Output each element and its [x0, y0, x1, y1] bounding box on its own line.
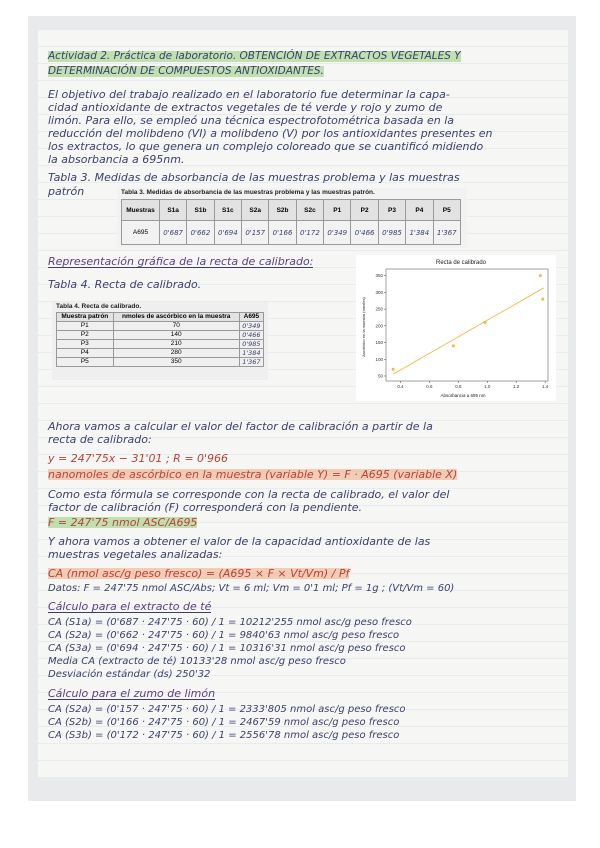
- chart-point: [541, 298, 544, 301]
- table-row: [57, 358, 264, 367]
- title-line-1: Actividad 2. Práctica de laboratorio. OBTENCIÓN DE EXTRACTOS VEGETALES Y: [48, 50, 461, 62]
- table-cell: P3: [57, 340, 114, 349]
- table-cell: 0'349: [324, 221, 351, 245]
- intro-line: la absorbancia a 695nm.: [48, 153, 185, 166]
- table3: [121, 199, 461, 245]
- table-cell: 140: [113, 331, 239, 340]
- table-header-cell: A695: [239, 313, 263, 322]
- chart-y-tick-label: 200: [375, 323, 383, 329]
- calc-limon-line: CA (S2b) = (0'166 · 247'75 · 60) / 1 = 2467'59 nmol asc/g peso fresco: [48, 717, 400, 728]
- table-header-cell: S1c: [214, 200, 241, 221]
- intro-line: limón. Para ello, se empleó una técnica espectrofotométrica basada en la: [48, 114, 455, 127]
- table-header-cell: Muestras: [122, 200, 160, 221]
- variable-line: nanomoles de ascórbico en la muestra (variable Y) = F · A695 (variable X): [48, 468, 458, 481]
- chart-svg: [356, 255, 556, 401]
- table-cell: 0'687: [159, 221, 186, 245]
- chart-y-tick-label: 350: [375, 273, 383, 279]
- calc-te-title: Cálculo para el extracto de té: [48, 600, 212, 613]
- table-header-row: [57, 313, 264, 322]
- table-cell: 280: [113, 349, 239, 358]
- factor-text-line: factor de calibración (F) corresponderá con la pendiente.: [48, 501, 362, 514]
- calc-te-line: Desviación estándar (ds) 250'32: [48, 669, 211, 680]
- chart-point: [539, 274, 542, 277]
- table-header-row: [122, 200, 461, 221]
- table-row: [57, 340, 264, 349]
- table3-caption: Tabla 3. Medidas de absorbancia de las muestras problema y las muestras patrón.: [121, 189, 375, 196]
- table-header-cell: P4: [406, 200, 433, 221]
- table-row: [57, 349, 264, 358]
- calc-te-line: Media CA (extracto de té) 10133'28 nmol asc/g peso fresco: [48, 656, 346, 667]
- calc-limon-line: CA (S3b) = (0'172 · 247'75 · 60) / 1 = 2556'78 nmol asc/g peso fresco: [48, 730, 400, 741]
- chart-point: [392, 368, 395, 371]
- table-header-cell: nmoles de ascórbico en la muestra: [113, 313, 239, 322]
- table-cell: 0'466: [239, 331, 263, 340]
- table-cell: P1: [57, 322, 114, 331]
- table3-printout: [117, 188, 467, 248]
- table-cell: 0'985: [378, 221, 405, 245]
- chart-x-tick-label: 0.4: [397, 384, 404, 389]
- table-cell: 1'384: [239, 349, 263, 358]
- intro-line: El objetivo del trabajo realizado en el laboratorio fue determinar la capa-: [48, 88, 450, 101]
- table-header-cell: S2c: [296, 200, 323, 221]
- chart-x-tick-label: 1.0: [484, 384, 491, 389]
- table-cell: 0'349: [239, 322, 263, 331]
- chart-y-tick-label: 300: [375, 289, 383, 295]
- intro-line: los extractos, lo que genera un complejo coloreado que se cuantificó midiendo: [48, 140, 484, 153]
- capacity-intro-line: Y ahora vamos a obtener el valor de la capacidad antioxidante de las: [48, 535, 431, 548]
- capacity-intro-line: muestras vegetales analizadas:: [48, 548, 223, 561]
- table-row: [122, 221, 461, 245]
- table-cell: 70: [113, 322, 239, 331]
- factor-value: F = 247'75 nmol ASC/A695: [48, 516, 198, 529]
- table-header-cell: P2: [351, 200, 378, 221]
- table-header-cell: S1b: [187, 200, 214, 221]
- intro-line: reducción del molibdeno (VI) a molibdeno (V) por los antioxidantes presentes en: [48, 127, 493, 140]
- table-cell: 0'694: [214, 221, 241, 245]
- table-header-cell: S2b: [269, 200, 296, 221]
- chart-x-tick-label: 0.6: [426, 384, 433, 389]
- table-cell: P4: [57, 349, 114, 358]
- chart-xlabel: Absorbancia a 695 nm: [440, 393, 486, 398]
- calc-te-line: CA (S2a) = (0'662 · 247'75 · 60) / 1 = 9840'63 nmol asc/g peso fresco: [48, 630, 400, 641]
- chart-x-tick-label: 1.4: [541, 384, 549, 389]
- table-cell: 0'172: [296, 221, 323, 245]
- chart-ylabel: Ascórbico en la muestra (nmoles): [361, 297, 366, 357]
- chart-y-tick-label: 150: [375, 340, 383, 346]
- chart-point: [452, 344, 455, 347]
- table-cell: 350: [113, 358, 239, 367]
- datos-line: Datos: F = 247'75 nmol ASC/Abs; Vt = 6 ml; Vm = 0'1 ml; Pf = 1g ; (Vt/Vm = 60): [48, 583, 455, 594]
- table4: [56, 312, 264, 367]
- table4-printout: [52, 302, 268, 380]
- chart-x-tick-label: 0.8: [455, 384, 462, 389]
- table-cell: 1'367: [433, 221, 460, 245]
- chart-point: [484, 321, 487, 324]
- calc-te-line: CA (S1a) = (0'687 · 247'75 · 60) / 1 = 10212'255 nmol asc/g peso fresco: [48, 617, 412, 628]
- chart-x-tick-label: 1.2: [513, 384, 520, 389]
- table-header-cell: S1a: [159, 200, 186, 221]
- table3-heading-line: Tabla 3. Medidas de absorbancia de las muestras problema y las muestras: [48, 171, 460, 184]
- table-cell: 0'662: [187, 221, 214, 245]
- table-cell: 0'157: [242, 221, 269, 245]
- table-header-cell: Muestra patrón: [57, 313, 114, 322]
- calibration-chart: [356, 255, 556, 401]
- intro-line: cidad antioxidante de extractos vegetales de té verde y rojo y zumo de: [48, 101, 443, 114]
- calc-intro-line: Ahora vamos a calcular el valor del factor de calibración a partir de la: [48, 420, 433, 433]
- table-row-label: A695: [122, 221, 160, 245]
- table-row: [57, 331, 264, 340]
- chart-y-tick-label: 100: [375, 356, 383, 362]
- table-header-cell: S2a: [242, 200, 269, 221]
- calc-limon-title: Cálculo para el zumo de limón: [48, 687, 216, 700]
- chart-axes: [375, 269, 548, 389]
- table-row: [57, 322, 264, 331]
- table-header-cell: P5: [433, 200, 460, 221]
- calc-limon-line: CA (S2a) = (0'157 · 247'75 · 60) / 1 = 2333'805 nmol asc/g peso fresco: [48, 704, 406, 715]
- table-cell: 1'367: [239, 358, 263, 367]
- table-cell: P2: [57, 331, 114, 340]
- section-graph-title: Representación gráfica de la recta de calibrado:: [48, 255, 314, 268]
- chart-title: Recta de calibrado: [435, 260, 487, 266]
- table-cell: 0'466: [351, 221, 378, 245]
- chart-y-tick-label: 50: [377, 373, 383, 379]
- table-header-cell: P3: [378, 200, 405, 221]
- formula-line: CA (nmol asc/g peso fresco) = (A695 × F × Vt/Vm) / Pf: [48, 567, 350, 580]
- table3-heading-line: patrón: [48, 185, 85, 198]
- table-cell: 0'166: [269, 221, 296, 245]
- calc-intro-line: recta de calibrado:: [48, 433, 152, 446]
- table-cell: P5: [57, 358, 114, 367]
- equation-line: y = 247'75x − 31'01 ; R = 0'966: [48, 452, 229, 465]
- table4-caption: Tabla 4. Recta de calibrado.: [56, 303, 142, 310]
- factor-text-line: Como esta fórmula se corresponde con la recta de calibrado, el valor del: [48, 488, 450, 501]
- table-cell: 0'985: [239, 340, 263, 349]
- table-cell: 1'384: [406, 221, 433, 245]
- table-cell: 210: [113, 340, 239, 349]
- title-line-2: DETERMINACIÓN DE COMPUESTOS ANTIOXIDANTES.: [48, 65, 324, 77]
- calc-te-line: CA (S3a) = (0'694 · 247'75 · 60) / 1 = 10316'31 nmol asc/g peso fresco: [48, 643, 406, 654]
- table4-heading: Tabla 4. Recta de calibrado.: [48, 278, 202, 291]
- table-header-cell: P1: [324, 200, 351, 221]
- chart-y-tick-label: 250: [375, 306, 383, 312]
